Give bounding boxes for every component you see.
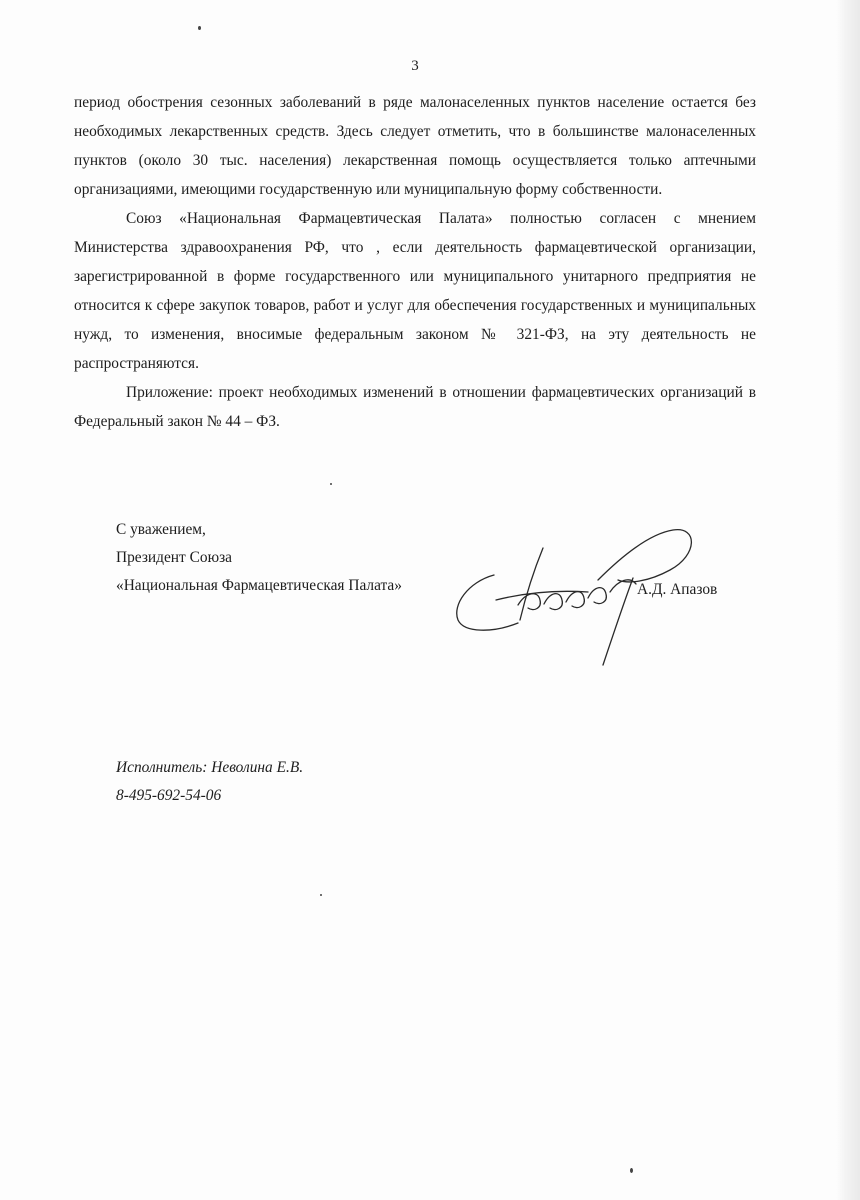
executor-phone: 8-495-692-54-06 [116,787,222,804]
scan-speck [630,1168,633,1173]
paragraph-union-opinion: Союз «Национальная Фармацевтическая Палата» полностью согласен с мнением Министерства здравоохранения РФ, что , если деятельность фармацевтической организации, зарегистрированной в форме государственного или муниципального унитарного предприятия не относится к сфере закупок товаров, работ и услуг для обеспечения государственных и муниципальных нужд, то изменения, вносимые федеральным законом № 321-ФЗ, на эту деятельность не распространяются. [74,210,756,372]
signer-name: А.Д. Апазов [637,581,718,598]
paragraph-attachment: Приложение: проект необходимых изменений в отношении фармацевтических организаций в Федеральный закон № 44 – ФЗ. [74,384,756,430]
scan-speck [198,26,201,30]
scan-speck [320,894,322,896]
paragraph-continuation: период обострения сезонных заболеваний в ряде малонаселенных пунктов население остается без необходимых лекарственных средств. Здесь следует отметить, что в большинстве малонаселенных пунктов (около 30 тыс. населения) лекарственная помощь осуществляется только аптечными организациями, имеющими государственную или муниципальную форму собственности. [74,94,756,198]
scan-speck [330,483,332,485]
page-edge-shadow [836,0,860,1200]
signer-organization: «Национальная Фармацевтическая Палата» [116,577,402,594]
closing-salutation: С уважением, [116,521,206,538]
document-body [74,88,756,436]
signature-block [116,516,402,600]
signer-position: Президент Союза [116,549,232,566]
executor-contact [116,754,303,810]
executor-name: Исполнитель: Неволина Е.В. [116,759,304,776]
page-number: 3 [411,58,419,74]
